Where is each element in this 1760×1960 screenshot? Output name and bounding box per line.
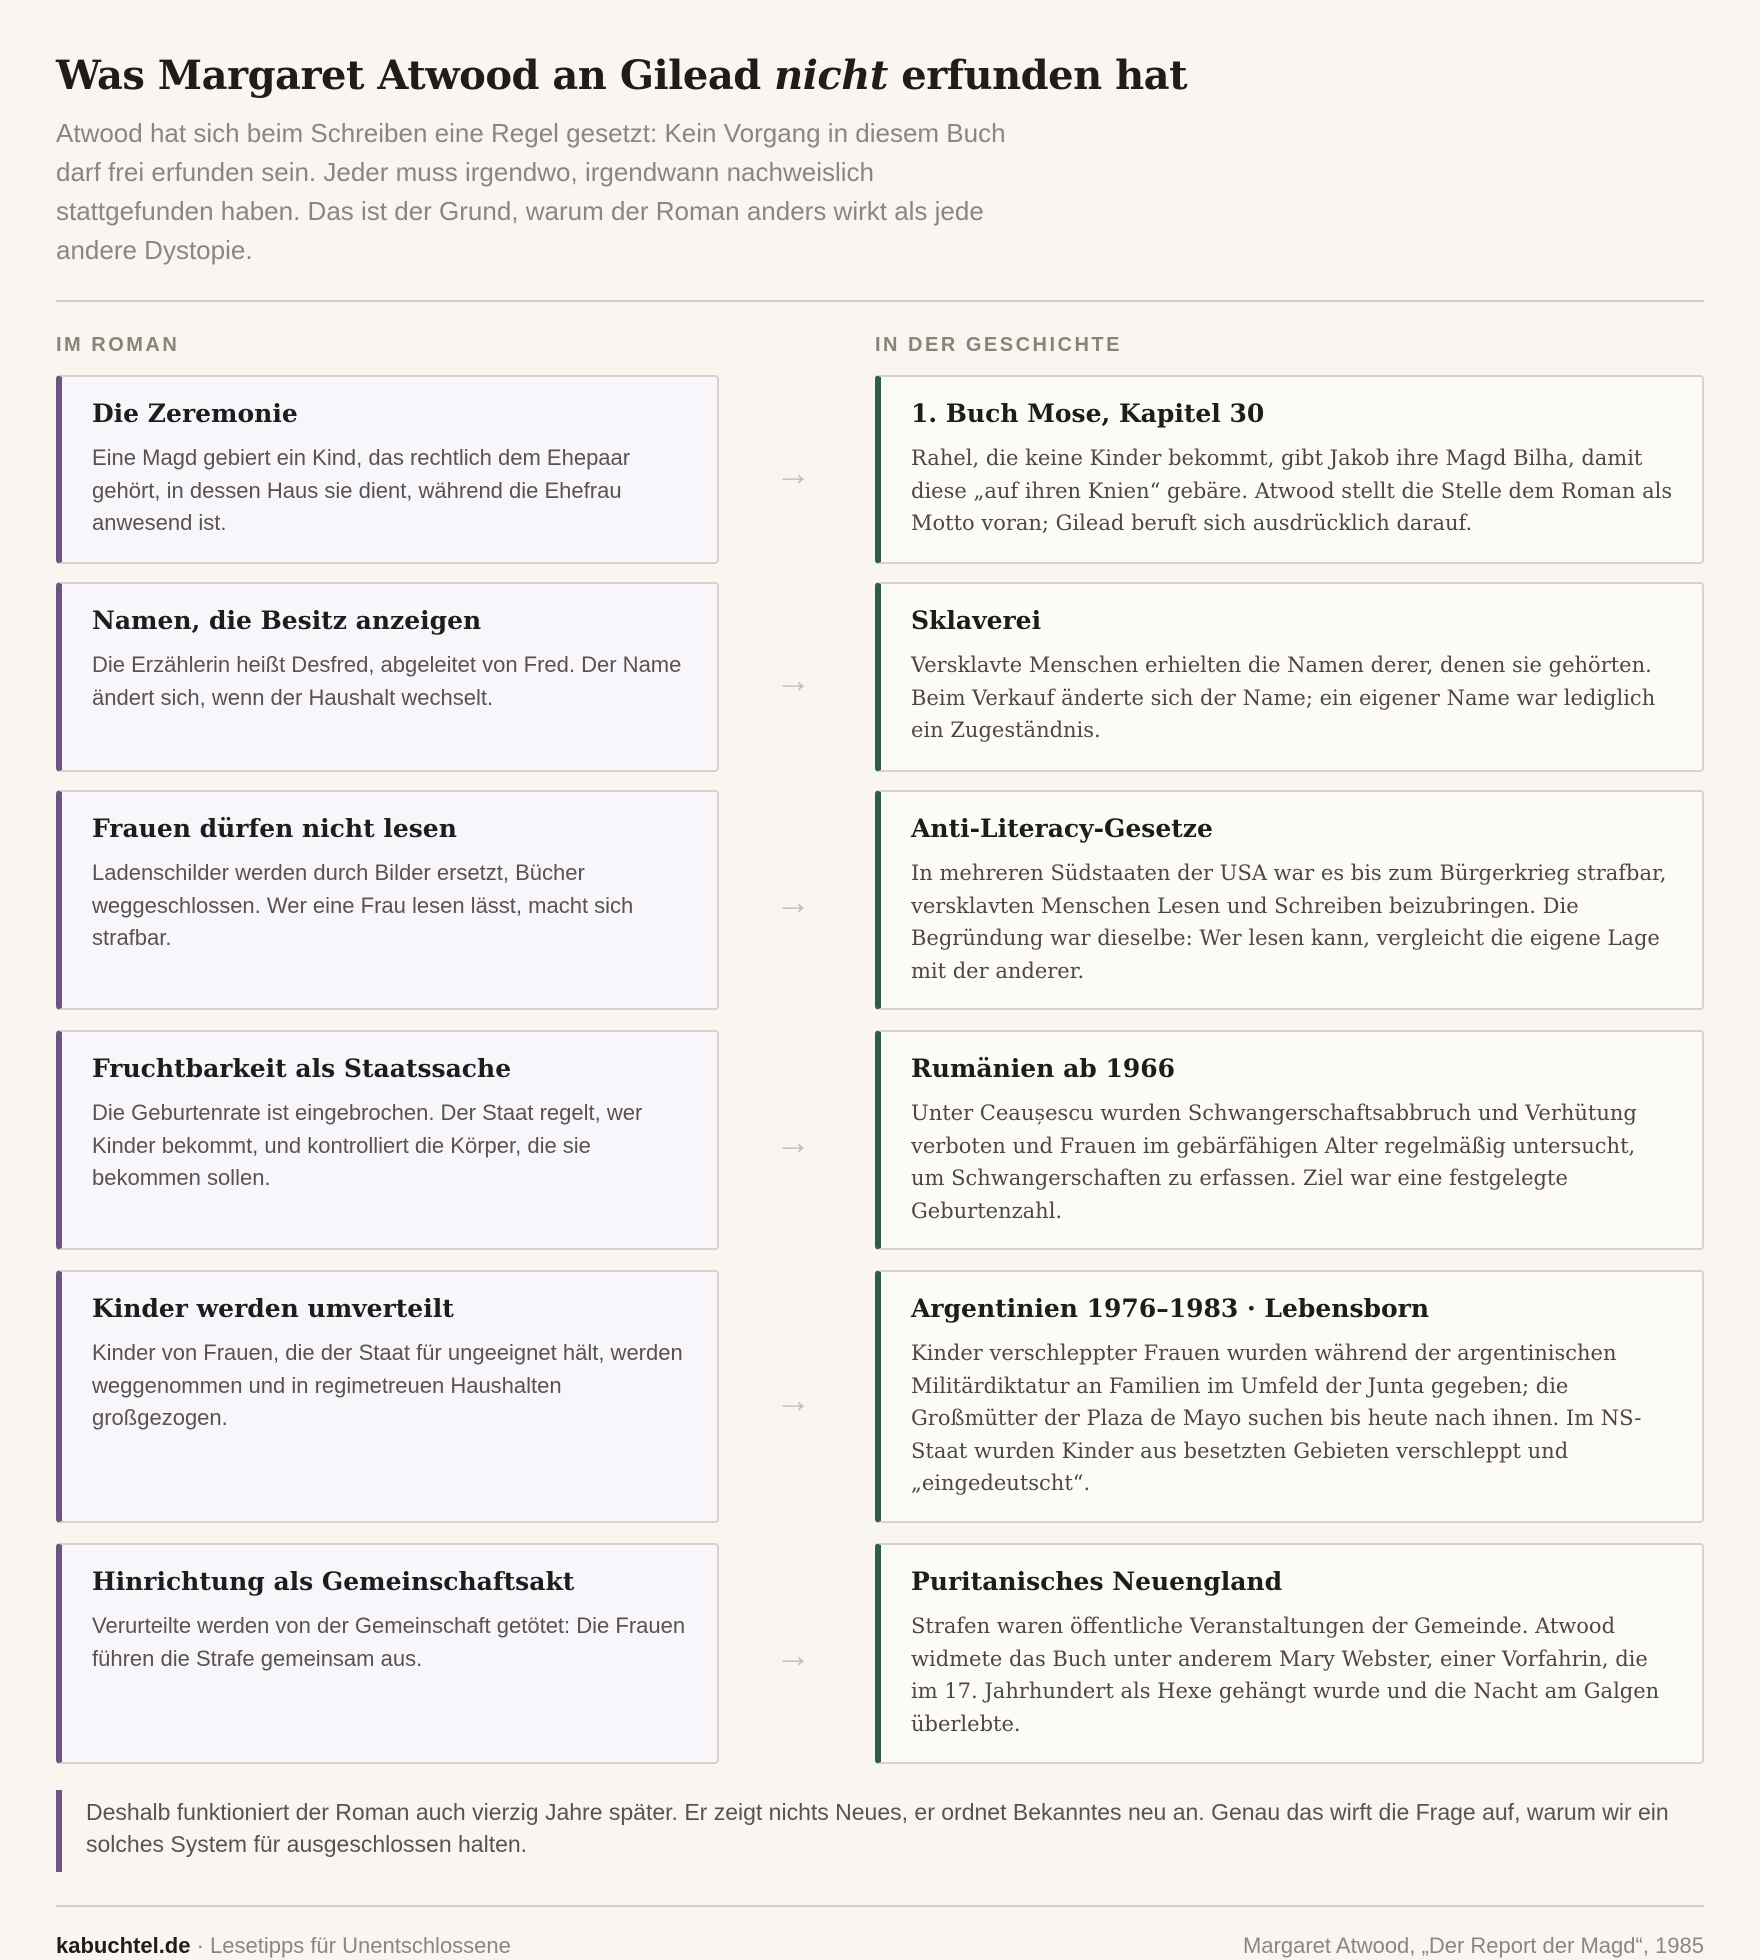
novel-card-text: Eine Magd gebiert ein Kind, das rechtlich dem Ehepaar gehört, in dessen Haus sie dient, während die Ehefrau anwesend ist. [92, 445, 631, 535]
novel-card-title: Hinrichtung als Gemeinschaftsakt [92, 1567, 575, 1596]
column-label-novel: IM ROMAN [56, 334, 180, 356]
history-card-text: Unter Ceaușescu wurden Schwangerschaftsabbruch und Verhütung verboten und Frauen im gebärfähigen Alter regelmäßig untersucht, um Schwangerschaften zu erfassen. Ziel war eine festgelegte Geburtenzahl. [911, 1101, 1637, 1223]
title-part-1: Was Margaret Atwood an Gilead [56, 52, 775, 99]
tagline: · Lesetipps für Unentschlossene [190, 1933, 511, 1958]
novel-card-text: Verurteilte werden von der Gemeinschaft getötet: Die Frauen führen die Strafe gemeinsam aus. [92, 1613, 686, 1671]
novel-card-text: Ladenschilder werden durch Bilder ersetzt, Bücher weggeschlossen. Wer eine Frau lesen lässt, macht sich strafbar. [92, 860, 634, 950]
site-link[interactable]: kabuchtel.de [56, 1933, 191, 1958]
novel-card-title: Namen, die Besitz anzeigen [92, 606, 482, 635]
novel-card-title: Fruchtbarkeit als Staatssache [92, 1054, 512, 1083]
history-card-title: Rumänien ab 1966 [911, 1054, 1176, 1083]
novel-card-text: Die Erzählerin heißt Desfred, abgeleitet von Fred. Der Name ändert sich, wenn der Haushalt wechselt. [92, 652, 682, 710]
history-card [875, 375, 1704, 564]
history-card-text: Strafen waren öffentliche Veranstaltungen der Gemeinde. Atwood widmete das Buch unter anderem Mary Webster, einer Vorfahrin, die im 17. Jahrhundert als Hexe gehängt wurde und die Nacht am Galgen überlebte. [911, 1614, 1660, 1736]
history-card-title: 1. Buch Mose, Kapitel 30 [911, 399, 1265, 428]
history-card [875, 1270, 1704, 1523]
history-card-text: In mehreren Südstaaten der USA war es bis zum Bürgerkrieg strafbar, versklavten Menschen Lesen und Schreiben beizubringen. Die Begründung war dieselbe: Wer lesen kann, vergleicht die eigene Lage mit der anderer. [911, 861, 1667, 983]
history-card-title: Anti-Literacy-Gesetze [911, 814, 1213, 843]
novel-card [56, 1270, 719, 1523]
novel-card [56, 1030, 719, 1250]
footer-brand [56, 1933, 511, 1959]
arrow-icon: → [775, 659, 811, 700]
conclusion-text: Deshalb funktioniert der Roman auch vierzig Jahre später. Er zeigt nichts Neues, er ordnet Bekanntes neu an. Genau das wirft die Frage auf, warum wir ein solches System für ausgeschlossen halten. [86, 1799, 1669, 1857]
title-emphasis: nicht [774, 52, 888, 99]
novel-card-title: Die Zeremonie [92, 399, 298, 428]
history-card [875, 1543, 1704, 1764]
novel-card-title: Kinder werden umverteilt [92, 1294, 454, 1323]
conclusion-quote [56, 1790, 1704, 1872]
arrow-icon: → [775, 1379, 811, 1420]
novel-card-text: Kinder von Frauen, die der Staat für ungeeignet hält, werden weggenommen und in regimetreuen Haushalten großgezogen. [92, 1340, 683, 1430]
history-card-title: Argentinien 1976–1983 · Lebensborn [911, 1294, 1430, 1323]
novel-card [56, 375, 719, 564]
history-card-text: Versklavte Menschen erhielten die Namen derer, denen sie gehörten. Beim Verkauf änderte sich der Name; ein eigener Name war lediglich ein Zugeständnis. [911, 653, 1656, 742]
history-card-title: Sklaverei [911, 606, 1042, 635]
history-card-text: Rahel, die keine Kinder bekommt, gibt Jakob ihre Magd Bilha, damit diese „auf ihren Knien“ gebäre. Atwood stellt die Stelle dem Roman als Motto voran; Gilead beruft sich ausdrücklich darauf. [911, 446, 1673, 535]
arrow-icon: → [775, 452, 811, 493]
top-divider [56, 300, 1704, 302]
novel-card [56, 1543, 719, 1764]
history-card-text: Kinder verschleppter Frauen wurden während der argentinischen Militärdiktatur an Familien im Umfeld der Junta gegeben; die Großmütter der Plaza de Mayo suchen bis heute nach ihnen. Im NS-Staat wurden Kinder aus besetzten Gebieten verschleppt und „eingedeutscht“. [911, 1341, 1642, 1495]
title-part-2: erfunden hat [887, 52, 1188, 99]
history-card-title: Puritanisches Neuengland [911, 1567, 1283, 1596]
history-card [875, 1030, 1704, 1250]
novel-card [56, 790, 719, 1010]
novel-card-text: Die Geburtenrate ist eingebrochen. Der Staat regelt, wer Kinder bekommt, und kontrolliert die Körper, die sie bekommen sollen. [92, 1100, 643, 1190]
intro-text: Atwood hat sich beim Schreiben eine Regel gesetzt: Kein Vorgang in diesem Buch darf frei erfunden sein. Jeder muss irgendwo, irgendwann nachweislich stattgefunden haben. Das ist der Grund, warum der Roman anders wirkt als jede andere Dystopie. [56, 118, 1006, 265]
page-title [56, 52, 1187, 99]
arrow-icon: → [775, 1121, 811, 1162]
footer-source: Margaret Atwood, „Der Report der Magd“, 1985 [1242, 1933, 1704, 1958]
history-card [875, 790, 1704, 1010]
history-card [875, 582, 1704, 772]
novel-card [56, 582, 719, 772]
arrow-icon: → [775, 881, 811, 922]
novel-card-title: Frauen dürfen nicht lesen [92, 814, 457, 843]
column-label-history: IN DER GESCHICHTE [875, 334, 1122, 356]
footer-divider [56, 1905, 1704, 1907]
arrow-icon: → [775, 1634, 811, 1675]
